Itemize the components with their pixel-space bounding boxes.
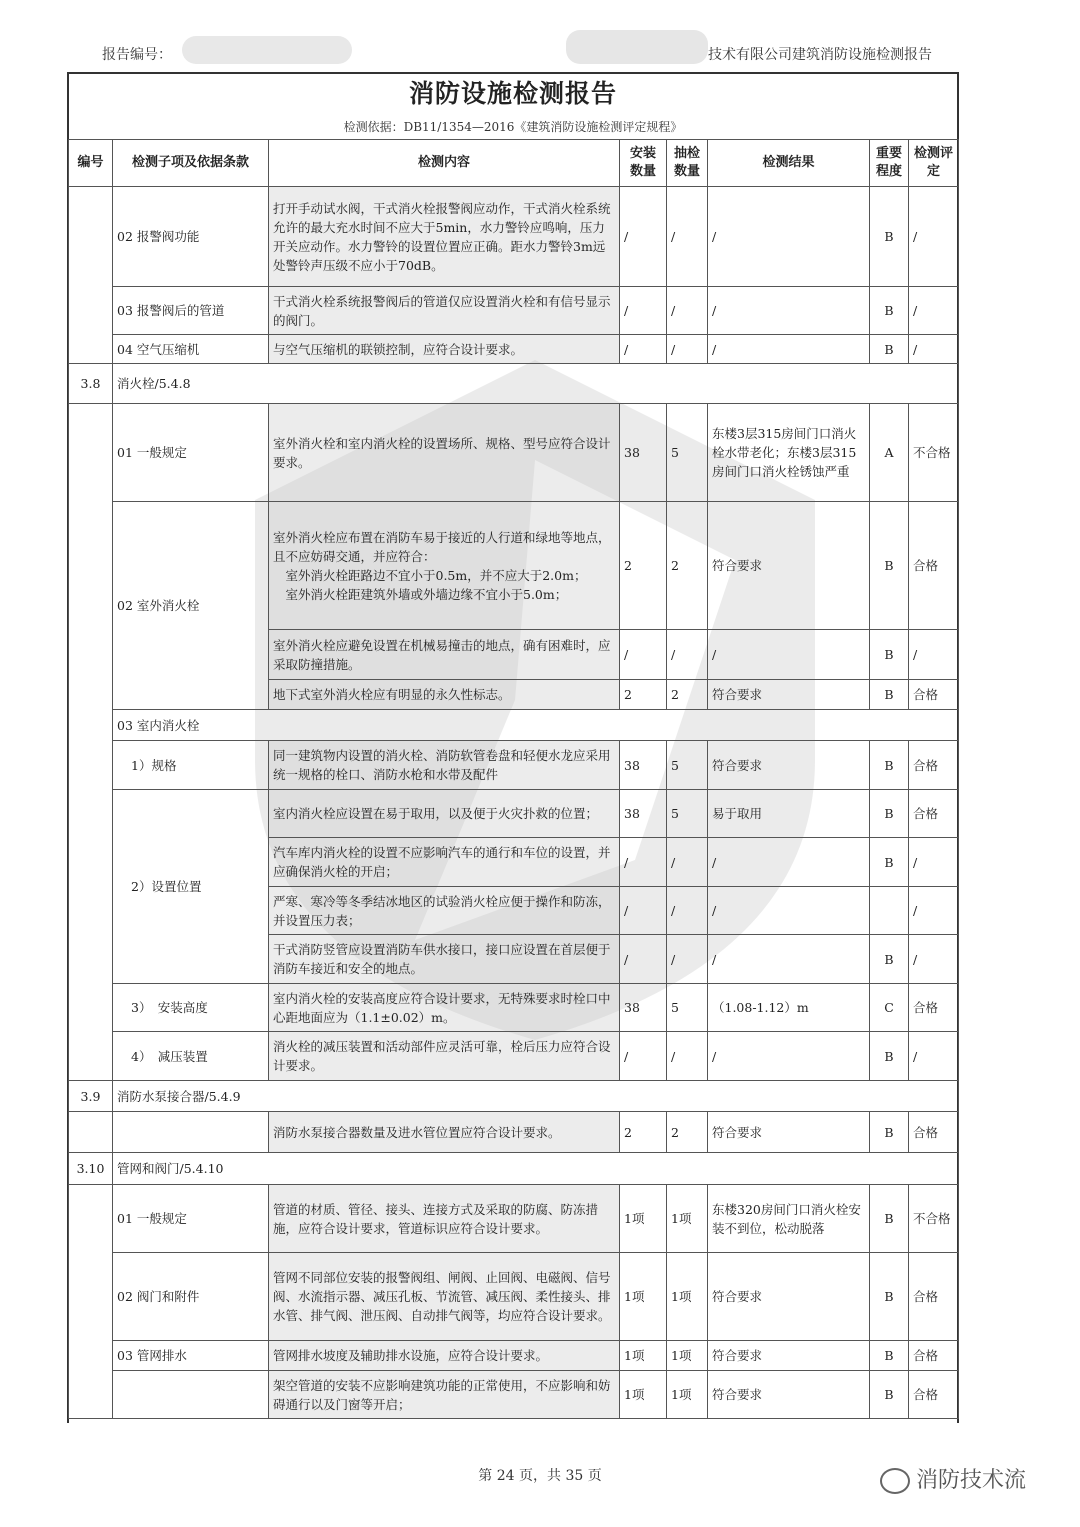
result-cell: 符合要求 bbox=[708, 680, 870, 710]
no-cell bbox=[69, 1185, 113, 1419]
eval-cell: / bbox=[909, 287, 959, 335]
no-cell bbox=[69, 187, 113, 364]
importance-cell: C bbox=[870, 984, 909, 1032]
install-cell: 1项 bbox=[620, 1253, 667, 1341]
page-number: 第 24 页，共 35 页 bbox=[478, 1468, 602, 1484]
table-row bbox=[69, 404, 959, 502]
item-cell bbox=[113, 1112, 269, 1153]
importance-cell: B bbox=[870, 935, 909, 984]
install-cell: 2 bbox=[620, 1112, 667, 1153]
col-content: 检测内容 bbox=[269, 140, 620, 187]
content-cell: 管道的材质、管径、接头、连接方式及采取的防腐、防冻措施，应符合设计要求，管道标识应符合设计要求。 bbox=[269, 1185, 620, 1253]
result-cell: （1.08-1.12）m bbox=[708, 984, 870, 1032]
no-cell bbox=[69, 404, 113, 1081]
table-row bbox=[69, 1371, 959, 1419]
subsection-row bbox=[69, 710, 959, 741]
content-cell: 汽车库内消火栓的设置不应影响汽车的通行和车位的设置，并应确保消火栓的开启； bbox=[269, 838, 620, 887]
content-cell: 消火栓的减压装置和活动部件应灵活可靠，栓后压力应符合设计要求。 bbox=[269, 1032, 620, 1081]
importance-cell: A bbox=[870, 404, 909, 502]
sample-cell: 1项 bbox=[667, 1253, 708, 1341]
table-row bbox=[69, 502, 959, 630]
eval-cell: 合格 bbox=[909, 984, 959, 1032]
item-cell: 01 一般规定 bbox=[113, 1185, 269, 1253]
section-no: 3.8 bbox=[69, 364, 113, 404]
install-cell: 2 bbox=[620, 680, 667, 710]
col-install-qty: 安装数量 bbox=[620, 140, 667, 187]
install-cell: / bbox=[620, 287, 667, 335]
install-cell: 38 bbox=[620, 984, 667, 1032]
result-cell: 符合要求 bbox=[708, 1253, 870, 1341]
sample-cell: / bbox=[667, 838, 708, 887]
table-row bbox=[69, 287, 959, 335]
install-cell: / bbox=[620, 630, 667, 680]
eval-cell: 合格 bbox=[909, 741, 959, 790]
sample-cell: 5 bbox=[667, 404, 708, 502]
item-cell: 01 一般规定 bbox=[113, 404, 269, 502]
importance-cell: B bbox=[870, 630, 909, 680]
install-cell: 38 bbox=[620, 404, 667, 502]
col-importance: 重要程度 bbox=[870, 140, 909, 187]
eval-cell: 合格 bbox=[909, 502, 959, 630]
importance-cell: B bbox=[870, 741, 909, 790]
section-row bbox=[69, 364, 959, 404]
eval-cell: / bbox=[909, 887, 959, 935]
content-cell: 严寒、寒冷等冬季结冰地区的试验消火栓应便于操作和防冻，并设置压力表； bbox=[269, 887, 620, 935]
content-cell: 管网不同部位安装的报警阀组、闸阀、止回阀、电磁阀、信号阀、水流指示器、减压孔板、节流管、减压阀、柔性接头、排水管、排气阀、泄压阀、自动排气阀等，均应符合设计要求。 bbox=[269, 1253, 620, 1341]
sample-cell: / bbox=[667, 887, 708, 935]
item-cell bbox=[113, 1371, 269, 1419]
install-cell: / bbox=[620, 1032, 667, 1081]
content-cell: 消防水泵接合器数量及进水管位置应符合设计要求。 bbox=[269, 1112, 620, 1153]
col-sample-qty: 抽检数量 bbox=[667, 140, 708, 187]
sample-cell: / bbox=[667, 1032, 708, 1081]
sample-cell: 1项 bbox=[667, 1185, 708, 1253]
install-cell: 2 bbox=[620, 502, 667, 630]
eval-cell: 合格 bbox=[909, 1253, 959, 1341]
result-cell: 符合要求 bbox=[708, 1371, 870, 1419]
importance-cell: B bbox=[870, 1371, 909, 1419]
content-cell: 管网排水坡度及辅助排水设施，应符合设计要求。 bbox=[269, 1341, 620, 1371]
section-no: 3.10 bbox=[69, 1153, 113, 1185]
importance-cell: B bbox=[870, 790, 909, 838]
sample-cell: 5 bbox=[667, 790, 708, 838]
eval-cell: / bbox=[909, 838, 959, 887]
importance-cell: B bbox=[870, 1032, 909, 1081]
content-cell: 地下式室外消火栓应有明显的永久性标志。 bbox=[269, 680, 620, 710]
section-title: 消火栓/5.4.8 bbox=[113, 364, 959, 404]
eval-cell: 合格 bbox=[909, 1371, 959, 1419]
install-cell: / bbox=[620, 838, 667, 887]
content-cell: 打开手动试水阀，干式消火栓报警阀应动作，干式消火栓系统允许的最大充水时间不应大于5min，水力警铃应鸣响，压力开关应动作。水力警铃的设置位置应正确。距水力警铃3m远处警铃声压级不应小于70dB。 bbox=[269, 187, 620, 287]
sample-cell: 2 bbox=[667, 502, 708, 630]
table-row bbox=[69, 741, 959, 790]
result-cell: 东楼3层315房间门口消火栓水带老化；东楼3层315房间门口消火栓锈蚀严重 bbox=[708, 404, 870, 502]
table-row bbox=[69, 1185, 959, 1253]
content-cell: 同一建筑物内设置的消火栓、消防软管卷盘和轻便水龙应采用统一规格的栓口、消防水枪和水带及配件 bbox=[269, 741, 620, 790]
item-cell: 04 空气压缩机 bbox=[113, 335, 269, 364]
importance-cell: B bbox=[870, 1341, 909, 1371]
subsection-title: 03 室内消火栓 bbox=[113, 710, 959, 741]
sample-cell: / bbox=[667, 287, 708, 335]
col-no: 编号 bbox=[69, 140, 113, 187]
importance-cell: B bbox=[870, 502, 909, 630]
company-report-title: 技术有限公司建筑消防设施检测报告 bbox=[708, 47, 932, 63]
no-cell bbox=[69, 1112, 113, 1153]
section-row bbox=[69, 1081, 959, 1112]
install-cell: / bbox=[620, 335, 667, 364]
redacted-report-number bbox=[182, 36, 352, 64]
eval-cell: 不合格 bbox=[909, 1185, 959, 1253]
eval-cell: / bbox=[909, 630, 959, 680]
eval-cell: / bbox=[909, 187, 959, 287]
importance-cell: B bbox=[870, 1185, 909, 1253]
table-row bbox=[69, 1253, 959, 1341]
table-row bbox=[69, 984, 959, 1032]
table-row bbox=[69, 790, 959, 838]
install-cell: 1项 bbox=[620, 1185, 667, 1253]
result-cell: / bbox=[708, 335, 870, 364]
table-row bbox=[69, 1112, 959, 1153]
importance-cell: B bbox=[870, 187, 909, 287]
content-cell: 干式消火栓系统报警阀后的管道仅应设置消火栓和有信号显示的阀门。 bbox=[269, 287, 620, 335]
result-cell: / bbox=[708, 1032, 870, 1081]
section-no: 3.9 bbox=[69, 1081, 113, 1112]
table-row bbox=[69, 1341, 959, 1371]
result-cell: / bbox=[708, 887, 870, 935]
content-cell: 室内消火栓应设置在易于取用，以及便于火灾扑救的位置； bbox=[269, 790, 620, 838]
content-cell: 干式消防竖管应设置消防车供水接口，接口应设置在首层便于消防车接近和安全的地点。 bbox=[269, 935, 620, 984]
item-cell: 02 报警阀功能 bbox=[113, 187, 269, 287]
importance-cell: B bbox=[870, 680, 909, 710]
eval-cell: 合格 bbox=[909, 790, 959, 838]
table-header-row bbox=[69, 140, 959, 187]
importance-cell: B bbox=[870, 1112, 909, 1153]
table-row bbox=[69, 1032, 959, 1081]
install-cell: 38 bbox=[620, 790, 667, 838]
result-cell: 符合要求 bbox=[708, 1112, 870, 1153]
importance-cell: B bbox=[870, 287, 909, 335]
result-cell: 符合要求 bbox=[708, 1341, 870, 1371]
brand-name: 消防技术流 bbox=[916, 1468, 1027, 1493]
sample-cell: 5 bbox=[667, 741, 708, 790]
report-number-label: 报告编号： bbox=[102, 47, 172, 63]
importance-cell: B bbox=[870, 335, 909, 364]
item-cell: 03 管网排水 bbox=[113, 1341, 269, 1371]
sample-cell: / bbox=[667, 935, 708, 984]
install-cell: 1项 bbox=[620, 1341, 667, 1371]
content-cell: 室外消火栓和室内消火栓的设置场所、规格、型号应符合设计要求。 bbox=[269, 404, 620, 502]
title-bar bbox=[68, 74, 958, 116]
content-cell: 室内消火栓的安装高度应符合设计要求，无特殊要求时栓口中心距地面应为（1.1±0.02）m。 bbox=[269, 984, 620, 1032]
install-cell: / bbox=[620, 187, 667, 287]
result-cell: / bbox=[708, 187, 870, 287]
sample-cell: 1项 bbox=[667, 1371, 708, 1419]
col-result: 检测结果 bbox=[708, 140, 870, 187]
sample-cell: / bbox=[667, 630, 708, 680]
sample-cell: / bbox=[667, 187, 708, 287]
importance-cell: B bbox=[870, 838, 909, 887]
result-cell: 易于取用 bbox=[708, 790, 870, 838]
wechat-icon bbox=[880, 1468, 910, 1494]
result-cell: 东楼320房间门口消火栓安装不到位，松动脱落 bbox=[708, 1185, 870, 1253]
content-cell: 室外消火栓应布置在消防车易于接近的人行道和绿地等地点，且不应妨碍交通，并应符合： 室外消火栓距路边不宜小于0.5m，并不应大于2.0m； 室外消火栓距建筑外墙或外墙边缘不宜小于5.0m； bbox=[269, 502, 620, 630]
result-cell: 符合要求 bbox=[708, 741, 870, 790]
inspection-table bbox=[68, 139, 959, 1419]
install-cell: 1项 bbox=[620, 1371, 667, 1419]
sample-cell: 5 bbox=[667, 984, 708, 1032]
importance-cell: B bbox=[870, 1253, 909, 1341]
eval-cell: 合格 bbox=[909, 1112, 959, 1153]
eval-cell: / bbox=[909, 935, 959, 984]
inspection-basis: 检测依据：DB11/1354—2016《建筑消防设施检测评定规程》 bbox=[343, 120, 683, 134]
section-title: 消防水泵接合器/5.4.9 bbox=[113, 1081, 959, 1112]
result-cell: 符合要求 bbox=[708, 502, 870, 630]
section-row bbox=[69, 1153, 959, 1185]
table-row bbox=[69, 335, 959, 364]
item-cell: 02 室外消火栓 bbox=[113, 502, 269, 710]
result-cell: / bbox=[708, 838, 870, 887]
result-cell: / bbox=[708, 935, 870, 984]
redacted-company-name bbox=[566, 30, 708, 64]
item-cell: 03 报警阀后的管道 bbox=[113, 287, 269, 335]
col-item: 检测子项及依据条款 bbox=[113, 140, 269, 187]
item-cell: 02 阀门和附件 bbox=[113, 1253, 269, 1341]
eval-cell: / bbox=[909, 335, 959, 364]
eval-cell: 合格 bbox=[909, 680, 959, 710]
result-cell: / bbox=[708, 287, 870, 335]
item-cell: 4） 减压装置 bbox=[113, 1032, 269, 1081]
install-cell: 38 bbox=[620, 741, 667, 790]
eval-cell: / bbox=[909, 1032, 959, 1081]
sample-cell: 1项 bbox=[667, 1341, 708, 1371]
install-cell: / bbox=[620, 887, 667, 935]
content-cell: 与空气压缩机的联锁控制，应符合设计要求。 bbox=[269, 335, 620, 364]
table-row bbox=[69, 187, 959, 287]
brand-watermark bbox=[880, 1463, 1026, 1494]
page-title: 消防设施检测报告 bbox=[408, 79, 617, 108]
sample-cell: 2 bbox=[667, 680, 708, 710]
eval-cell: 合格 bbox=[909, 1341, 959, 1371]
importance-cell bbox=[870, 887, 909, 935]
col-evaluation: 检测评定 bbox=[909, 140, 959, 187]
content-cell: 室外消火栓应避免设置在机械易撞击的地点，确有困难时，应采取防撞措施。 bbox=[269, 630, 620, 680]
item-cell: 3） 安装高度 bbox=[113, 984, 269, 1032]
install-cell: / bbox=[620, 935, 667, 984]
eval-cell: 不合格 bbox=[909, 404, 959, 502]
result-cell: / bbox=[708, 630, 870, 680]
section-title: 管网和阀门/5.4.10 bbox=[113, 1153, 959, 1185]
item-cell: 1）规格 bbox=[113, 741, 269, 790]
item-cell: 2）设置位置 bbox=[113, 790, 269, 984]
content-cell: 架空管道的安装不应影响建筑功能的正常使用，不应影响和妨碍通行以及门窗等开启； bbox=[269, 1371, 620, 1419]
sample-cell: 2 bbox=[667, 1112, 708, 1153]
sample-cell: / bbox=[667, 335, 708, 364]
